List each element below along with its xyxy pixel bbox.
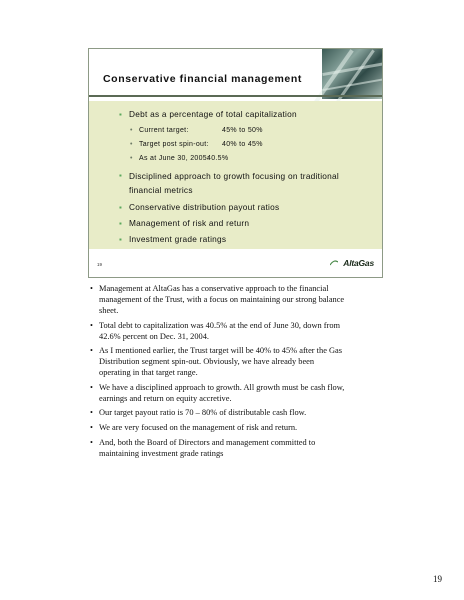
bullet-dot-icon: • bbox=[90, 422, 93, 432]
title-divider bbox=[89, 95, 382, 97]
note-item bbox=[90, 437, 370, 459]
slide-sub-bullet bbox=[119, 139, 374, 150]
bullet-dot-icon: • bbox=[90, 284, 93, 293]
note-line: Management at AltaGas has a conservative approach to the financial bbox=[99, 284, 329, 293]
slide-bullet bbox=[119, 109, 374, 120]
note-line: Our target payout ratio is 70 – 80% of distributable cash flow. bbox=[99, 408, 307, 418]
note-line: And, both the Board of Directors and management committed to bbox=[99, 437, 316, 447]
note-line: management of the Trust, with a focus on maintaining our strong balance bbox=[99, 295, 345, 304]
bullet-dot-icon: • bbox=[90, 408, 93, 418]
slide-sub-bullet bbox=[119, 125, 374, 136]
page-number: 19 bbox=[433, 574, 442, 584]
slide-title: Conservative financial management bbox=[103, 73, 302, 85]
bullet-text: Management of risk and return bbox=[129, 218, 250, 228]
note-line: earnings and return on equity accretive. bbox=[99, 393, 232, 403]
note-item bbox=[90, 283, 370, 316]
slide-sub-bullet bbox=[119, 153, 374, 164]
note-line: Total debt to capitalization was 40.5% at the end of June 30, down from bbox=[99, 320, 341, 330]
note-item bbox=[90, 407, 370, 418]
sub-bullet-icon: • bbox=[130, 141, 133, 148]
note-line: maintaining investment grade ratings bbox=[99, 448, 224, 458]
bullet-square-icon: ▪ bbox=[119, 235, 123, 244]
slide-number: 19 bbox=[97, 262, 103, 267]
slide-bullet bbox=[119, 169, 374, 197]
slide-bullet bbox=[119, 234, 374, 245]
bullet-text: Investment grade ratings bbox=[129, 234, 227, 244]
note-line: We have a disciplined approach to growth. All growth must be cash flow, bbox=[99, 382, 345, 392]
slide-thumbnail bbox=[88, 48, 383, 278]
note-line: Distribution segment spin-out. Obviously, we have already been bbox=[99, 357, 315, 367]
bullet-dot-icon: • bbox=[90, 437, 93, 447]
bullet-square-icon: ▪ bbox=[119, 203, 123, 212]
bullet-text: Conservative distribution payout ratios bbox=[129, 202, 280, 212]
note-line: As I mentioned earlier, the Trust target will be 40% to 45% after the Gas bbox=[99, 346, 343, 356]
slide-bullet bbox=[119, 202, 374, 213]
bullet-square-icon: ▪ bbox=[119, 110, 123, 119]
note-item bbox=[90, 345, 370, 378]
sub-bullet-icon: • bbox=[130, 155, 133, 162]
bullet-text: Disciplined approach to growth focusing on traditional bbox=[129, 171, 339, 181]
sub-bullet-icon: • bbox=[130, 127, 133, 134]
bullet-text: financial metrics bbox=[129, 185, 193, 195]
altagas-swoosh-icon bbox=[330, 260, 338, 266]
sub-bullet-value: 45% to 50% bbox=[222, 127, 263, 134]
note-line: sheet. bbox=[99, 306, 119, 315]
note-item bbox=[90, 422, 370, 433]
bullet-square-icon: ▪ bbox=[119, 219, 123, 228]
sub-bullet-label: As at June 30, 2005: bbox=[139, 155, 210, 162]
sub-bullet-value: 40% to 45% bbox=[222, 141, 263, 148]
header-photo bbox=[322, 49, 382, 99]
bullet-dot-icon: • bbox=[90, 382, 93, 392]
sub-bullet-label: Target post spin-out: bbox=[139, 141, 209, 148]
altagas-logo: AltaGas bbox=[343, 258, 374, 268]
slide-bullet-list bbox=[119, 109, 374, 250]
speaker-notes bbox=[90, 283, 370, 462]
sub-bullet-label: Current target: bbox=[139, 127, 189, 134]
bullet-dot-icon: • bbox=[90, 320, 93, 330]
bullet-square-icon: ▪ bbox=[119, 171, 123, 180]
note-item bbox=[90, 382, 370, 404]
note-line: We are very focused on the management of risk and return. bbox=[99, 422, 298, 432]
slide-bullet bbox=[119, 218, 374, 229]
note-line: 42.6% percent on Dec. 31, 2004. bbox=[99, 331, 210, 341]
note-line: operating in that target range. bbox=[99, 368, 198, 378]
bullet-text: Debt as a percentage of total capitalization bbox=[129, 109, 297, 119]
sub-bullet-value: 40.5% bbox=[207, 155, 229, 162]
note-item bbox=[90, 320, 370, 342]
bullet-dot-icon: • bbox=[90, 346, 93, 356]
